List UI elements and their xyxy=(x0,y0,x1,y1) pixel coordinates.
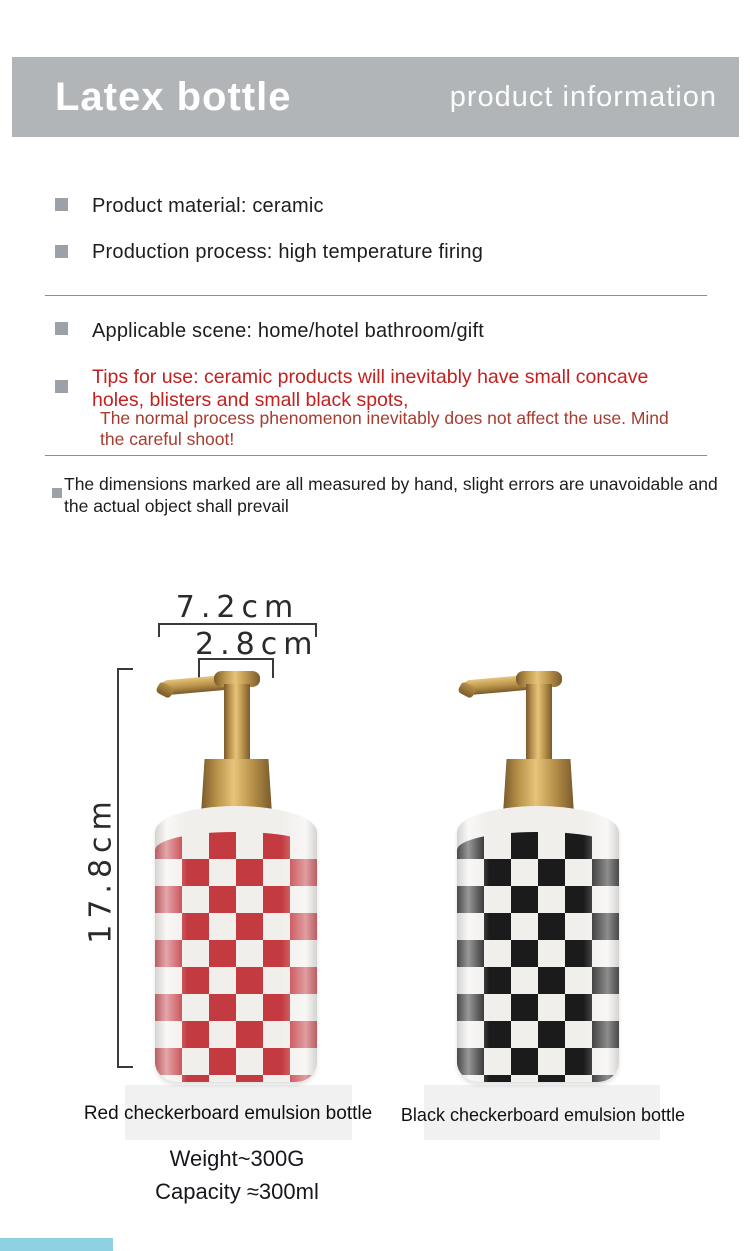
tips-text-secondary: The normal process phenomenon inevitably does not affect the use. Mind the careful shoot! xyxy=(100,408,669,449)
weight-text: Weight~300G xyxy=(169,1146,305,1171)
divider-line xyxy=(45,295,707,296)
pump-stem xyxy=(224,684,250,768)
capacity-text: Capacity ≈300ml xyxy=(155,1179,319,1204)
page-title: Latex bottle xyxy=(55,74,292,119)
bottle-body-black xyxy=(457,806,619,1082)
header-subtitle: product information xyxy=(449,80,717,113)
bullet-square-icon xyxy=(55,322,68,335)
spec-material: Product material: ceramic xyxy=(92,195,324,217)
divider-line xyxy=(45,455,707,456)
header-bar xyxy=(12,57,739,137)
tips-text-primary: Tips for use: ceramic products will inevitably have small concave holes, blisters and small black spots, xyxy=(92,366,649,412)
spec-scene: Applicable scene: home/hotel bathroom/gift xyxy=(92,320,484,342)
dimension-width-total: 7.2cm xyxy=(175,590,300,625)
pump-stem xyxy=(526,684,552,768)
spec-process: Production process: high temperature firing xyxy=(92,241,484,263)
dimension-width-neck: 2.8cm xyxy=(195,627,319,662)
bullet-square-icon xyxy=(52,488,62,498)
bottom-progress-bar xyxy=(0,1238,113,1251)
product-name-red: Red checkerboard emulsion bottle xyxy=(83,1103,373,1124)
product-name-black: Black checkerboard emulsion bottle xyxy=(400,1105,686,1125)
bullet-square-icon xyxy=(55,380,68,393)
bottle-sheen xyxy=(155,806,317,1082)
dimension-bracket-height xyxy=(117,668,133,1068)
bullet-square-icon xyxy=(55,198,68,211)
bottle-sheen xyxy=(457,806,619,1082)
bottle-body-red xyxy=(155,806,317,1082)
dimension-height: 17.8cm xyxy=(83,795,119,944)
bullet-square-icon xyxy=(55,245,68,258)
dimension-note: The dimensions marked are all measured by hand, slight errors are unavoidable and the actual object shall prevail xyxy=(64,474,718,516)
